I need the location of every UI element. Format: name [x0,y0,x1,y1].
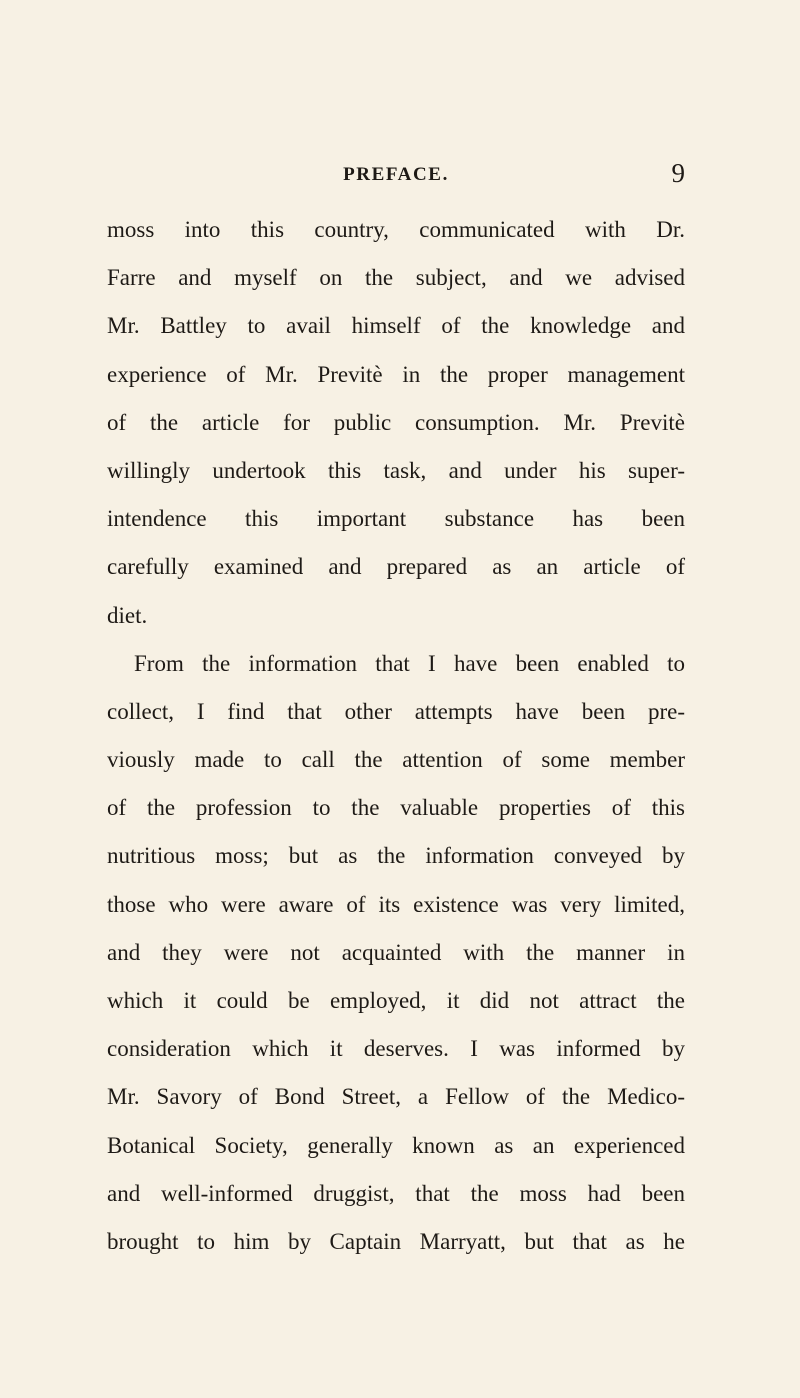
text-line: experience of Mr. Previtè in the proper management [107,361,685,387]
running-title: PREFACE. [343,164,449,185]
text-line: those who were aware of its existence was very limited, [107,891,685,917]
text-line: viously made to call the attention of some member [107,747,685,773]
text-line: Farre and myself on the subject, and we advised [107,265,685,291]
text-line: of the article for public consumption. Mr. Previtè [107,409,685,435]
running-head [107,158,685,192]
text-line: carefully examined and prepared as an article of [107,554,685,580]
text-line: moss into this country, communicated with Dr. [107,217,685,242]
text-line: of the profession to the valuable properties of this [107,795,685,821]
text-line: which it could be employed, it did not attract the [107,988,685,1013]
body-text [107,206,685,1266]
text-line: Botanical Society, generally known as an experienced [107,1132,685,1158]
text-line: nutritious moss; but as the information conveyed by [107,843,685,869]
text-line: consideration which it deserves. I was informed by [107,1036,685,1062]
text-line: willingly undertook this task, and under his super- [107,457,685,483]
text-line: brought to him by Captain Marryatt, but that as he [107,1228,685,1254]
text-line: Mr. Battley to avail himself of the knowledge and [107,313,685,339]
page-number: 9 [671,158,685,188]
text-line-paragraph-start: From the information that I have been enabled to [134,650,685,676]
text-line-paragraph-end: diet. [107,602,148,628]
text-line: and well-informed druggist, that the moss had been [107,1180,685,1206]
text-line: Mr. Savory of Bond Street, a Fellow of the Medico- [107,1084,685,1110]
text-line: collect, I find that other attempts have been pre- [107,698,685,724]
text-line: intendence this important substance has been [107,506,685,532]
text-line: and they were not acquainted with the manner in [107,939,685,965]
